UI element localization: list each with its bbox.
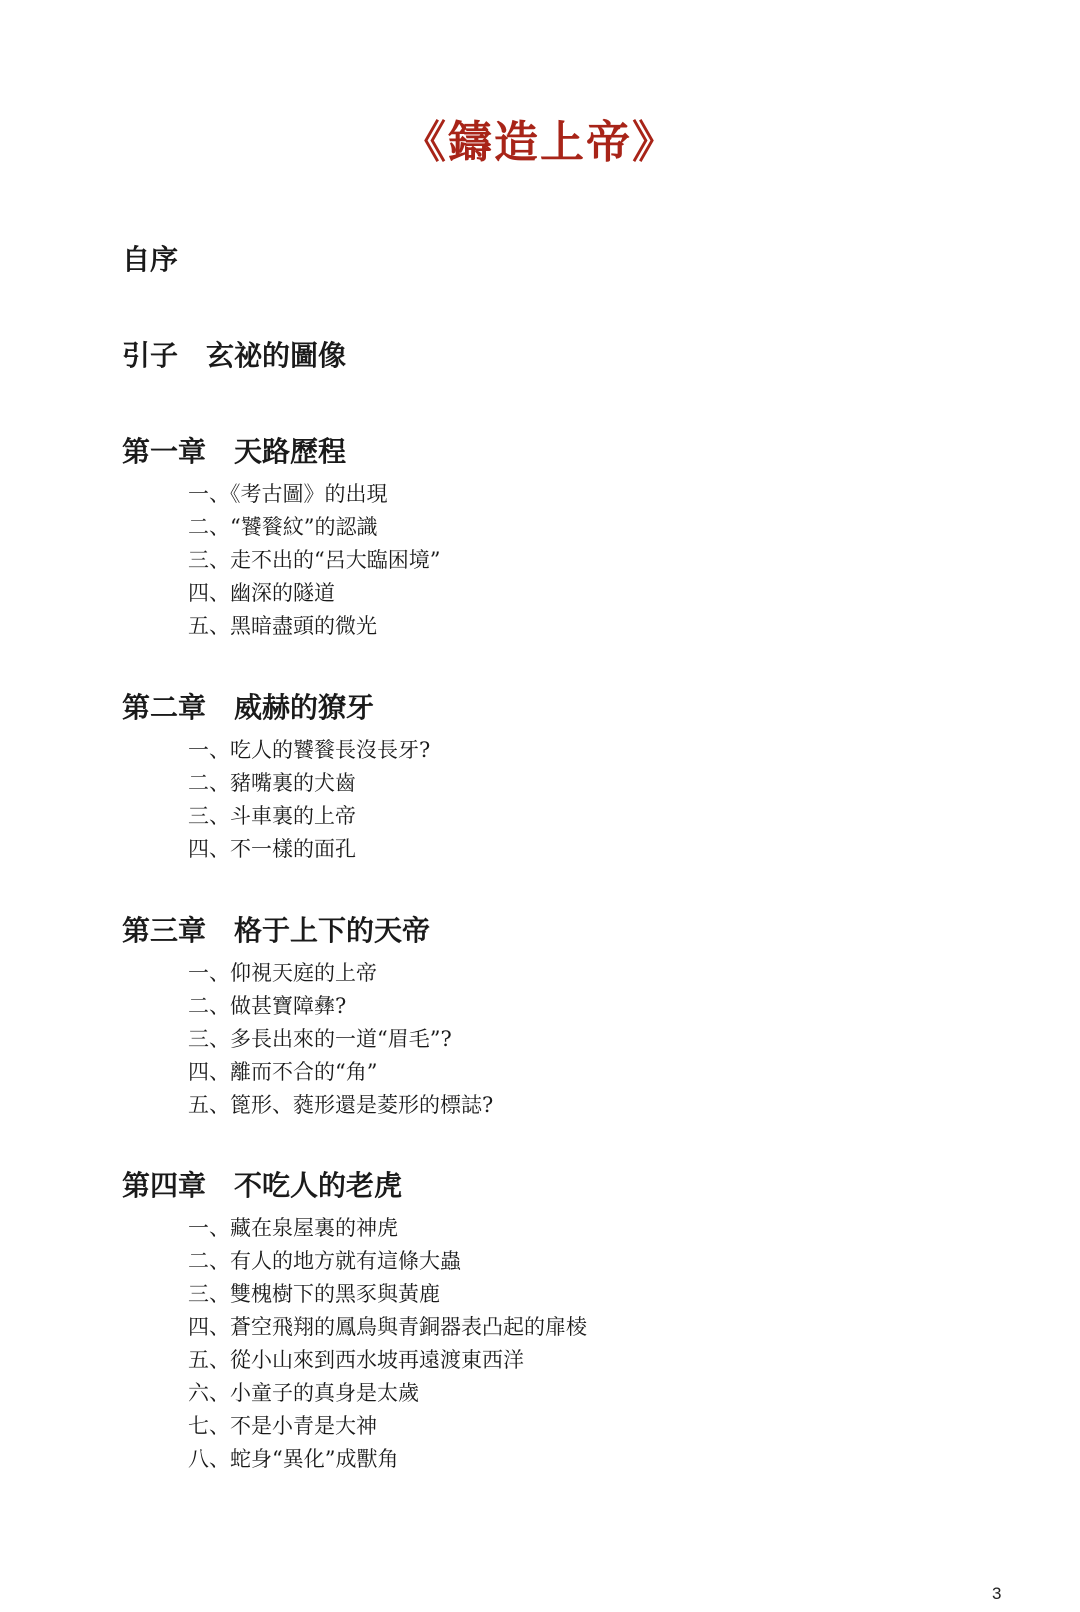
toc-item[interactable]: 八、蛇身“異化”成獸角 xyxy=(188,1447,399,1471)
section-title[interactable]: 第三章 格于上下的天帝 xyxy=(122,914,431,947)
section-title[interactable]: 引子 玄祕的圖像 xyxy=(122,339,347,372)
toc-item[interactable]: 七、不是小青是大神 xyxy=(188,1414,377,1438)
toc-item[interactable]: 四、幽深的隧道 xyxy=(188,581,335,605)
toc-section-chapter-2[interactable] xyxy=(122,688,1002,866)
section-title[interactable]: 第四章 不吃人的老虎 xyxy=(122,1169,403,1202)
book-title: 《鑄造上帝》 xyxy=(402,117,678,168)
toc-item[interactable]: 四、離而不合的“角” xyxy=(188,1060,378,1084)
toc-item[interactable]: 五、從小山來到西水坡再遠渡東西洋 xyxy=(188,1348,524,1372)
toc-item[interactable]: 二、“饕餮紋”的認識 xyxy=(188,515,378,539)
toc-item[interactable]: 三、斗車裏的上帝 xyxy=(188,804,356,828)
section-title[interactable]: 第一章 天路歷程 xyxy=(122,435,347,468)
toc-item[interactable]: 二、做甚寶障彝? xyxy=(188,994,347,1018)
toc-item[interactable]: 四、不一樣的面孔 xyxy=(188,837,356,861)
page-number: 3 xyxy=(992,1584,1002,1603)
toc-item[interactable]: 二、有人的地方就有這條大蟲 xyxy=(188,1249,461,1273)
toc-item[interactable]: 三、多長出來的一道“眉毛”? xyxy=(188,1027,452,1051)
toc-item[interactable]: 一、《考古圖》的出現 xyxy=(188,482,388,506)
toc-item[interactable]: 六、小童子的真身是太歲 xyxy=(188,1381,419,1405)
toc-item[interactable]: 二、豬嘴裏的犬齒 xyxy=(188,771,356,795)
toc-item[interactable]: 三、雙槐樹下的黑豕與黃鹿 xyxy=(188,1282,440,1306)
toc-item[interactable]: 一、藏在泉屋裏的神虎 xyxy=(188,1216,398,1240)
toc-item[interactable]: 一、吃人的饕餮長沒長牙? xyxy=(188,738,431,762)
toc-item[interactable]: 一、仰視天庭的上帝 xyxy=(188,961,377,985)
toc-section-prologue[interactable] xyxy=(122,336,1002,376)
section-title[interactable]: 第二章 威赫的獠牙 xyxy=(122,691,375,724)
toc-section-chapter-4[interactable] xyxy=(122,1166,1002,1476)
toc-section-chapter-3[interactable] xyxy=(122,911,1002,1122)
toc-item[interactable]: 五、黑暗盡頭的微光 xyxy=(188,614,377,638)
toc-item[interactable]: 四、蒼空飛翔的鳳鳥與青銅器表凸起的扉棱 xyxy=(188,1315,587,1339)
toc-section-preface[interactable] xyxy=(122,240,1002,280)
section-title[interactable]: 自序 xyxy=(122,243,179,276)
toc-item[interactable]: 三、走不出的“呂大臨困境” xyxy=(188,548,441,572)
toc-section-chapter-1[interactable] xyxy=(122,432,1002,643)
toc-item[interactable]: 五、篦形、蕤形還是菱形的標誌? xyxy=(188,1093,494,1117)
